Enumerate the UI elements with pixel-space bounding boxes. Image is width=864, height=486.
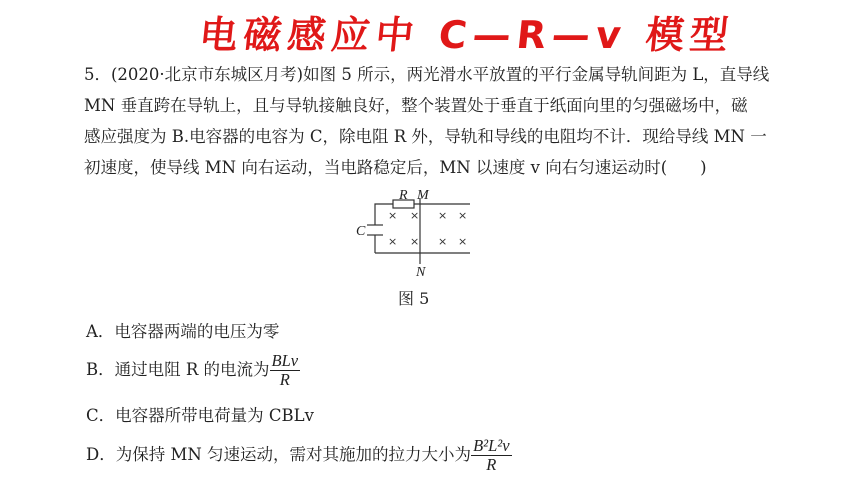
question-line-1: 5．(2020·北京市东城区月考)如图 5 所示，两光滑水平放置的平行金属导轨间距为 L，直导线 <box>84 65 770 84</box>
label-M: M <box>417 190 429 203</box>
svg-text:×: × <box>410 235 420 248</box>
svg-text:×: × <box>438 209 448 222</box>
denominator: R <box>486 455 497 474</box>
numerator: BLv <box>271 351 299 370</box>
svg-text:×: × <box>388 235 398 248</box>
option-d[interactable] <box>86 437 512 474</box>
handwritten-title: 电磁感应中 C—R—v 模型 <box>197 13 737 57</box>
option-b-fraction <box>270 352 301 389</box>
svg-text:×: × <box>410 209 420 222</box>
numerator: B²L²v <box>473 436 510 455</box>
option-d-text: D．为保持 MN 匀速运动，需对其施加的拉力大小为 <box>86 445 472 464</box>
question-line-4: 初速度，使导线 MN 向右运动，当电路稳定后，MN 以速度 v 向右匀速运动时( ) <box>84 158 707 177</box>
option-d-fraction <box>471 437 511 474</box>
figure-caption: 图 5 <box>398 289 430 308</box>
svg-text:×: × <box>458 209 468 222</box>
question-line-3: 感应强度为 B.电容器的电容为 C，除电阻 R 外，导轨和导线的电阻均不计．现给导线 MN 一 <box>84 127 767 146</box>
svg-text:×: × <box>438 235 448 248</box>
option-b[interactable] <box>86 352 300 389</box>
option-a[interactable]: A．电容器两端的电压为零 <box>86 322 280 341</box>
option-c[interactable]: C．电容器所带电荷量为 CBLv <box>86 406 314 425</box>
svg-text:×: × <box>458 235 468 248</box>
denominator: R <box>279 370 290 389</box>
question-line-2: MN 垂直跨在导轨上，且与导轨接触良好，整个装置处于垂直于纸面向里的匀强磁场中，磁 <box>84 96 748 115</box>
label-C: C <box>356 224 366 239</box>
circuit-figure <box>350 190 490 280</box>
label-N: N <box>416 265 426 280</box>
label-R: R <box>399 190 408 203</box>
option-b-text: B．通过电阻 R 的电流为 <box>86 360 270 379</box>
svg-text:×: × <box>388 209 398 222</box>
